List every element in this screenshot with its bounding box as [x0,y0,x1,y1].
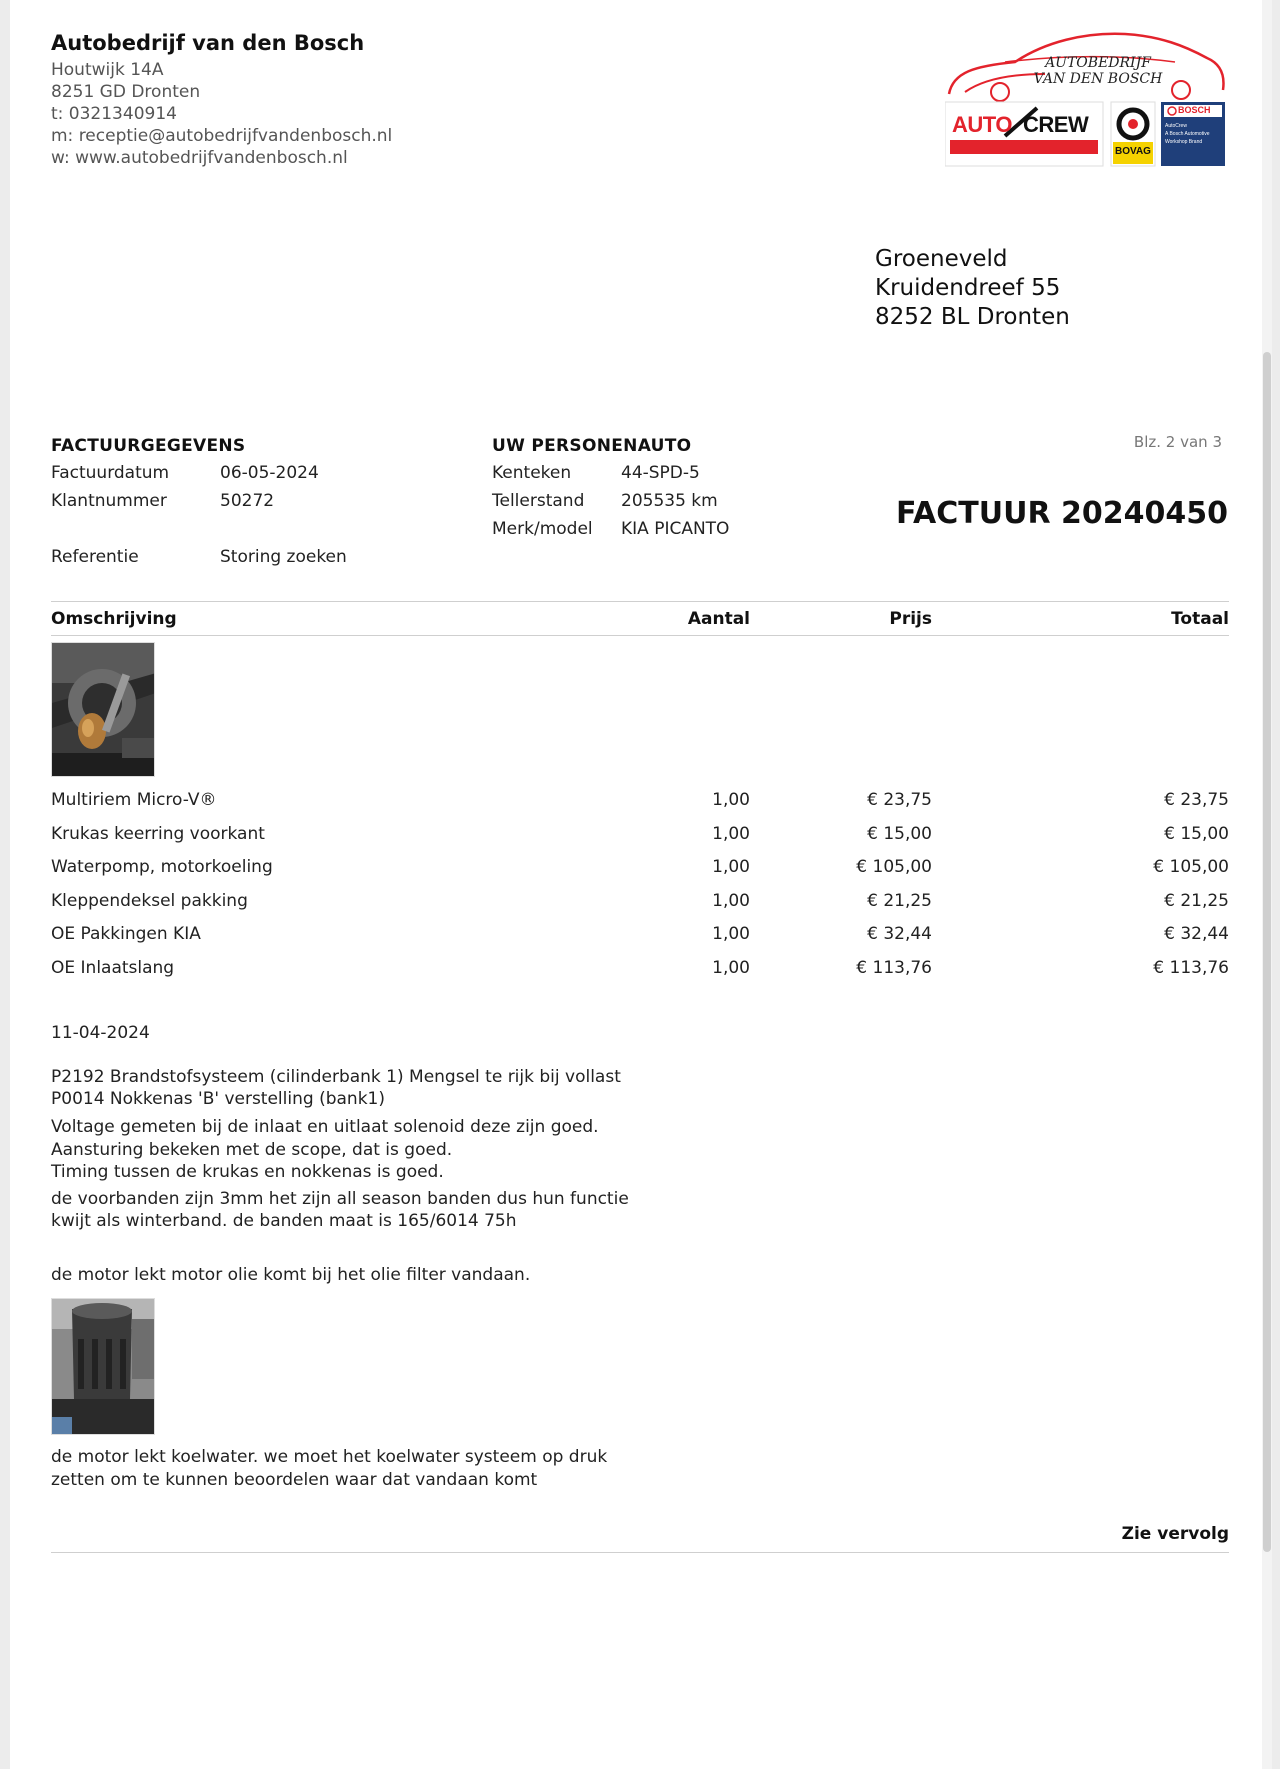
line-item-price: € 113,76 [856,958,932,978]
line-item-description: Multiriem Micro-V® [51,790,217,810]
sender-address-line2: 8251 GD Dronten [51,82,201,102]
line-item-price: € 23,75 [867,790,932,810]
odometer-value: 205535 km [621,491,718,511]
line-item-price: € 32,44 [867,924,932,944]
line-item-total: € 105,00 [1153,857,1229,877]
note-dtc-line2: P0014 Nokkenas 'B' verstelling (bank1) [51,1089,385,1109]
autocrew-logo-text-crew: CREW [1023,112,1089,137]
invoice-details-header: FACTUURGEGEVENS [51,436,246,456]
logo-text-line2: VAN DEN BOSCH [1033,71,1163,87]
footer-rule [51,1552,1229,1553]
engine-photo-1[interactable] [51,642,155,777]
customer-number-value: 50272 [220,491,275,511]
line-item-description: Kleppendeksel pakking [51,891,248,911]
invoice-page [10,0,1268,1769]
recipient-name: Groeneveld [875,246,1008,272]
engine-photo-2[interactable] [51,1298,155,1435]
bosch-logo-sub3: Workshop Brand [1165,139,1203,145]
line-item-price: € 15,00 [867,824,932,844]
model-value: KIA PICANTO [621,519,730,539]
plate-label: Kenteken [492,463,572,483]
model-label: Merk/model [492,519,593,539]
car-outline-logo [945,28,1227,168]
line-item-description: OE Inlaatslang [51,958,175,978]
note-dtc-line1: P2192 Brandstofsysteem (cilinderbank 1) Mengsel te rijk bij vollast [51,1067,621,1087]
line-item-quantity: 1,00 [712,924,750,944]
reference-label: Referentie [51,547,139,567]
customer-number-label: Klantnummer [51,491,167,511]
vehicle-header: UW PERSONENAUTO [492,436,692,456]
recipient-street: Kruidendreef 55 [875,275,1061,301]
page-indicator: Blz. 2 van 3 [1133,433,1222,451]
company-name: Autobedrijf van den Bosch [51,31,365,55]
sender-phone: t: 0321340914 [51,104,177,124]
recipient-city: 8252 BL Dronten [875,304,1070,330]
reference-value: Storing zoeken [220,547,347,567]
line-item-quantity: 1,00 [712,857,750,877]
note-date: 11-04-2024 [51,1023,150,1043]
engine-photo-1-image [52,643,155,777]
table-top-rule [51,601,1229,602]
column-header-quantity: Aantal [687,609,750,629]
company-logos [945,28,1227,168]
bosch-logo-sub1: AutoCrew [1165,123,1187,129]
table-header-rule [51,635,1229,636]
note-tire-line2: kwijt als winterband. de banden maat is 165/6014 75h [51,1211,517,1231]
line-item-total: € 15,00 [1164,824,1229,844]
line-item-total: € 32,44 [1164,924,1229,944]
logo-text-line1: AUTOBEDRIJF [1045,55,1151,71]
bosch-logo-sub2: A Bosch Automotive [1165,131,1210,137]
engine-photo-2-image [52,1299,155,1435]
note-oil-leak: de motor lekt motor olie komt bij het olie filter vandaan. [51,1265,531,1285]
invoice-title: FACTUUR 20240450 [895,496,1228,531]
line-item-price: € 105,00 [856,857,932,877]
line-item-description: Waterpomp, motorkoeling [51,857,273,877]
bovag-logo-text: BOVAG [1115,146,1151,157]
line-item-quantity: 1,00 [712,891,750,911]
note-check-line2: Aansturing bekeken met de scope, dat is goed. [51,1140,453,1160]
note-check-line1: Voltage gemeten bij de inlaat en uitlaat solenoid deze zijn goed. [51,1117,599,1137]
bosch-logo-text: BOSCH [1178,105,1211,115]
sender-email[interactable]: m: receptie@autobedrijfvandenbosch.nl [51,126,393,146]
invoice-date-label: Factuurdatum [51,463,170,483]
line-item-quantity: 1,00 [712,824,750,844]
autocrew-logo-text-auto: AUTO [952,112,1012,137]
line-item-price: € 21,25 [867,891,932,911]
invoice-date-value: 06-05-2024 [220,463,319,483]
sender-website[interactable]: w: www.autobedrijfvandenbosch.nl [51,148,348,168]
line-item-quantity: 1,00 [712,958,750,978]
sender-address-line1: Houtwijk 14A [51,60,164,80]
line-item-total: € 21,25 [1164,891,1229,911]
odometer-label: Tellerstand [492,491,585,511]
note-coolant-line2: zetten om te kunnen beoordelen waar dat vandaan komt [51,1470,538,1490]
line-item-quantity: 1,00 [712,790,750,810]
note-check-line3: Timing tussen de krukas en nokkenas is goed. [51,1162,444,1182]
column-header-description: Omschrijving [51,609,177,629]
plate-value: 44-SPD-5 [621,463,700,483]
scrollbar-thumb[interactable] [1263,352,1271,1552]
line-item-total: € 23,75 [1164,790,1229,810]
continue-label: Zie vervolg [1121,1524,1229,1544]
line-item-description: OE Pakkingen KIA [51,924,201,944]
line-item-total: € 113,76 [1153,958,1229,978]
column-header-price: Prijs [889,609,932,629]
note-tire-line1: de voorbanden zijn 3mm het zijn all season banden dus hun functie [51,1189,629,1209]
note-coolant-line1: de motor lekt koelwater. we moet het koelwater systeem op druk [51,1447,608,1467]
column-header-total: Totaal [1171,609,1229,629]
line-item-description: Krukas keerring voorkant [51,824,265,844]
